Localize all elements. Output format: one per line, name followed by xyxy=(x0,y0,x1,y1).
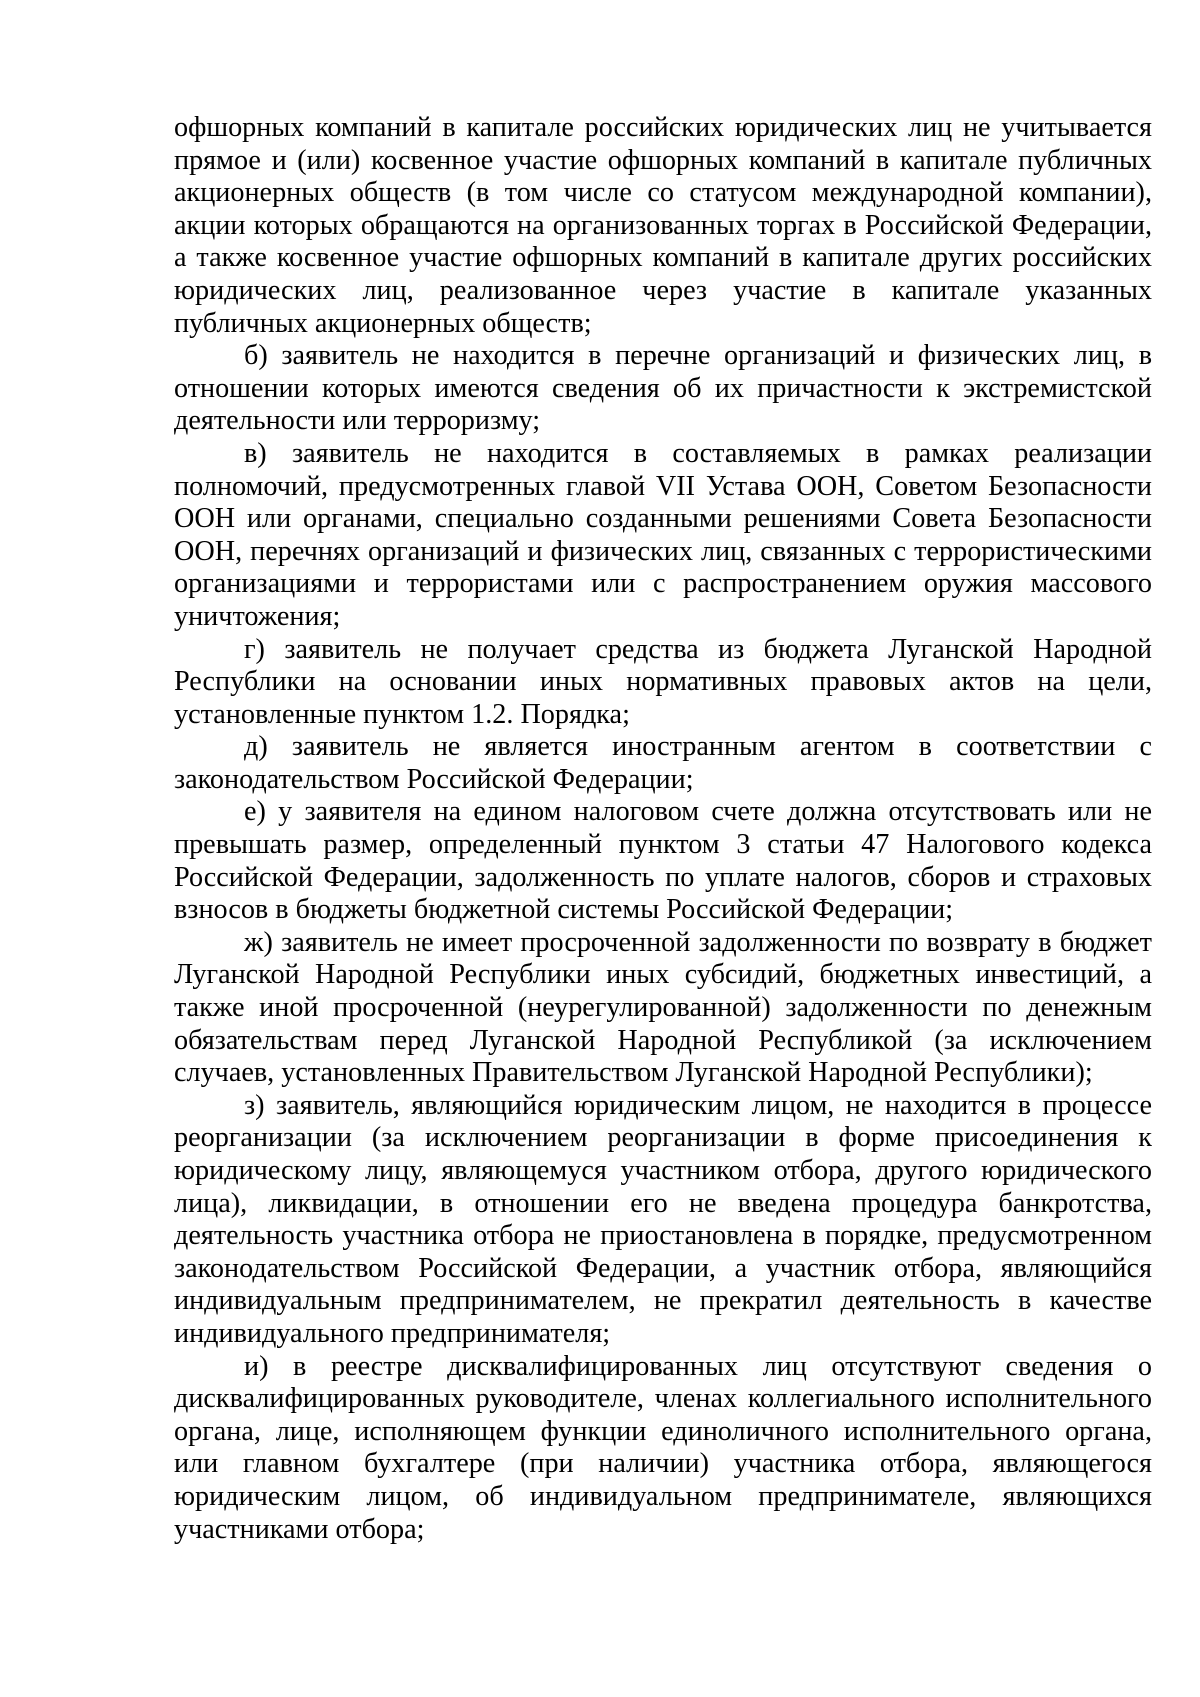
document-page xyxy=(174,112,1152,1546)
paragraph-item-b: б) заявитель не находится в перечне организаций и физических лиц, в отношении которых имеются сведения об их причастности к экстремистской деятельности или терроризму; xyxy=(174,340,1152,437)
paragraph-item-i: и) в реестре дисквалифицированных лиц отсутствуют сведения о дисквалифицированных руководителе, членах коллегиального исполнительного органа, лице, исполняющем функции единоличного исполнительного органа, или главном бухгалтере (при наличии) участника отбора, являющегося юридическим лицом, об индивидуальном предпринимателе, являющихся участниками отбора; xyxy=(174,1350,1152,1545)
paragraph-item-zh: ж) заявитель не имеет просроченной задолженности по возврату в бюджет Луганской Народной Республики иных субсидий, бюджетных инвестиций, а также иной просроченной (неурегулированной) задолженности по денежным обязательствам перед Луганской Народной Республикой (за исключением случаев, установленных Правительством Луганской Народной Республики); xyxy=(174,926,1152,1089)
paragraph-item-g: г) заявитель не получает средства из бюджета Луганской Народной Республики на основании иных нормативных правовых актов на цели, установленные пунктом 1.2. Порядка; xyxy=(174,633,1152,730)
paragraph-item-v: в) заявитель не находится в составляемых в рамках реализации полномочий, предусмотренных главой VII Устава ООН, Советом Безопасности ООН или органами, специально созданными решениями Совета Безопасности ООН, перечнях организаций и физических лиц, связанных с террористическими организациями и террористами или с распространением оружия массового уничтожения; xyxy=(174,437,1152,632)
paragraph-offshore-continuation: офшорных компаний в капитале российских юридических лиц не учитывается прямое и (или) косвенное участие офшорных компаний в капитале публичных акционерных обществ (в том числе со статусом международной компании), акции которых обращаются на организованных торгах в Российской Федерации, а также косвенное участие офшорных компаний в капитале других российских юридических лиц, реализованное через участие в капитале указанных публичных акционерных обществ; xyxy=(174,112,1152,339)
paragraph-item-d: д) заявитель не является иностранным агентом в соответствии с законодательством Российской Федерации; xyxy=(174,731,1152,795)
paragraph-item-e: е) у заявителя на едином налоговом счете должна отсутствовать или не превышать размер, определенный пунктом 3 статьи 47 Налогового кодекса Российской Федерации, задолженность по уплате налогов, сборов и страховых взносов в бюджеты бюджетной системы Российской Федерации; xyxy=(174,796,1152,926)
paragraph-item-z: з) заявитель, являющийся юридическим лицом, не находится в процессе реорганизации (за исключением реорганизации в форме присоединения к юридическому лицу, являющемуся участником отбора, другого юридического лица), ликвидации, в отношении его не введена процедура банкротства, деятельность участника отбора не приостановлена в порядке, предусмотренном законодательством Российской Федерации, а участник отбора, являющийся индивидуальным предпринимателем, не прекратил деятельность в качестве индивидуального предпринимателя; xyxy=(174,1089,1152,1349)
